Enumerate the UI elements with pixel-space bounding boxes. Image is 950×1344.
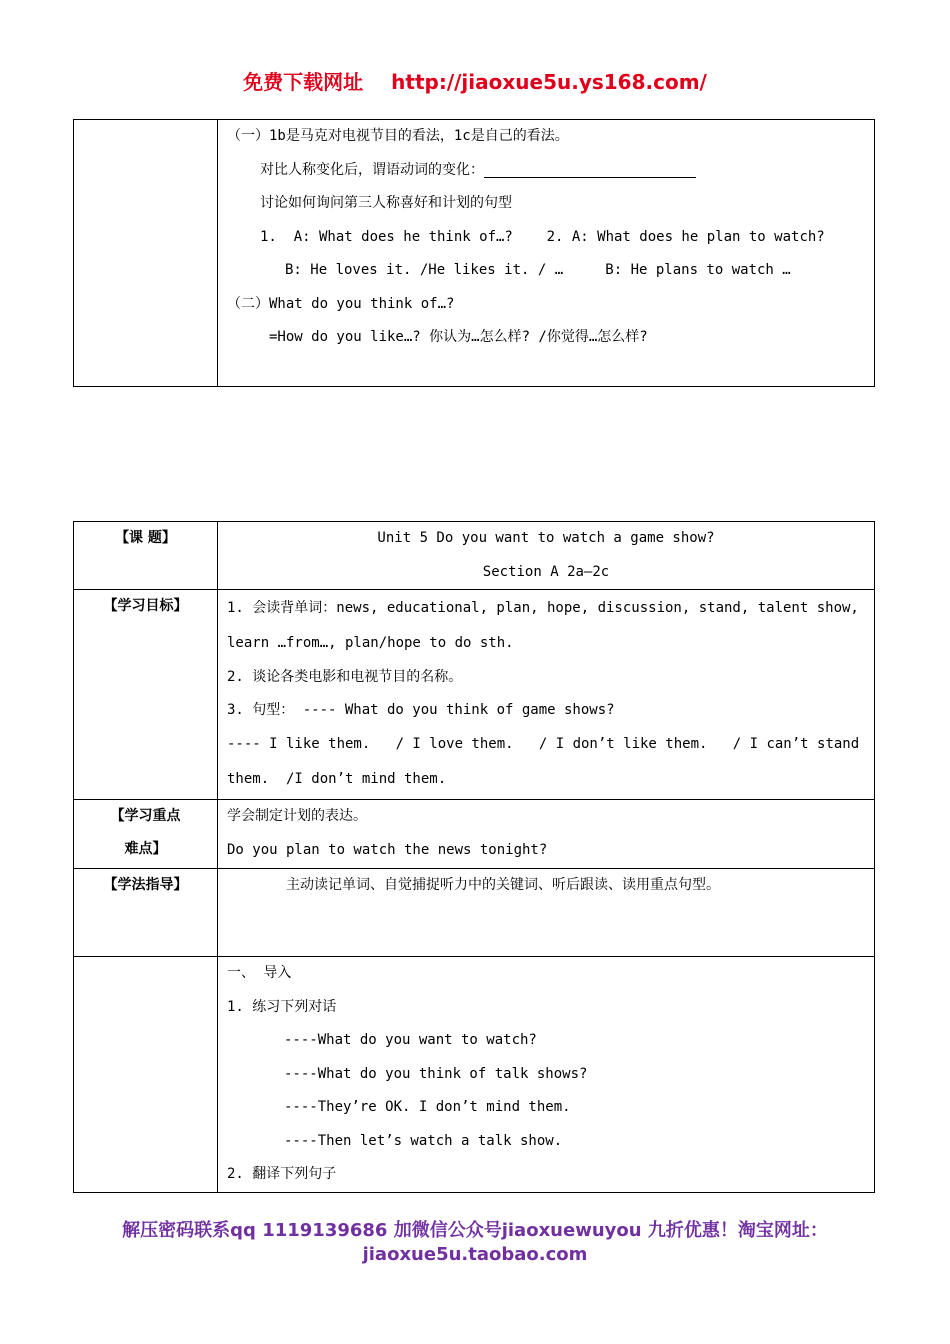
method-text: 主动读记单词、自觉捕捉听力中的关键词、听后跟读、读用重点句型。: [286, 877, 720, 893]
title-cell: [218, 522, 875, 590]
title-label: 【课 题】: [74, 522, 218, 590]
goal-line: 2. 谈论各类电影和电视节目的名称。: [227, 668, 463, 685]
goal-line: ---- I like them. / I love them. / I don’t like them. / I can’t stand: [227, 735, 860, 752]
goals-label: 【学习目标】: [74, 590, 218, 800]
dialogue-line: ----They’re OK. I don’t mind them.: [284, 1099, 571, 1115]
key-points-label: 【学习重点 难点】: [74, 800, 218, 869]
lead-in-line: 1. 练习下列对话: [227, 998, 337, 1015]
discussion-table: [73, 119, 875, 387]
table-row: [74, 522, 875, 590]
lesson-title: Unit 5 Do you want to watch a game show?: [377, 530, 715, 546]
blank-underline: [484, 162, 696, 178]
key-points-cell: [218, 800, 875, 869]
taobao-link[interactable]: jiaoxue5u.taobao.com: [362, 1244, 588, 1265]
discussion-content: [218, 120, 875, 387]
method-label: 【学法指导】: [74, 869, 218, 957]
text-line: （一）1b是马克对电视节目的看法，1c是自己的看法。: [227, 128, 569, 144]
goal-line: learn …from…, plan/hope to do sth.: [227, 635, 514, 651]
download-label: 免费下载网址: [243, 70, 364, 94]
key-point-line: 学会制定计划的表达。: [227, 808, 367, 824]
empty-label-cell: [74, 957, 218, 1193]
lesson-section: Section A 2a—2c: [482, 563, 610, 580]
text-line: 对比人称变化后，谓语动词的变化：: [227, 154, 874, 188]
text-line: B: He loves it. /He likes it. / … B: He plans to watch …: [285, 262, 791, 278]
text-line: 讨论如何询问第三人称喜好和计划的句型: [260, 195, 512, 211]
goal-line: them. /I don’t mind them.: [227, 771, 447, 787]
empty-label-cell: [74, 120, 218, 387]
promo-footer: [0, 1219, 950, 1267]
dialogue-line: ----Then let’s watch a talk show.: [284, 1132, 563, 1149]
text-line: 1. A: What does he think of…? 2. A: What does he plan to watch?: [260, 228, 825, 245]
goals-cell: [218, 590, 875, 800]
method-cell: [218, 869, 875, 957]
text-line: =How do you like…? 你认为…怎么样? /你觉得…怎么样?: [269, 329, 648, 345]
table-row: [74, 800, 875, 869]
text-line: （二）What do you think of…?: [227, 295, 455, 312]
lead-in-line: 一、 导入: [227, 965, 292, 981]
download-header: [0, 66, 950, 95]
dialogue-line: ----What do you think of talk shows?: [284, 1065, 588, 1082]
goal-line: 3. 句型： ---- What do you think of game shows?: [227, 702, 615, 718]
table-row: [74, 590, 875, 800]
table-row: [74, 957, 875, 1193]
promo-line: 解压密码联系qq 1119139686 加微信公众号jiaoxuewuyou 九折优惠！淘宝网址：: [122, 1220, 828, 1241]
key-point-line: Do you plan to watch the news tonight?: [227, 841, 548, 858]
lesson-plan-table: [73, 521, 875, 1193]
table-row: [74, 869, 875, 957]
lead-in-line: 2. 翻译下列句子: [227, 1166, 337, 1182]
goal-line: 1. 会读背单词：news, educational, plan, hope, discussion, stand, talent show,: [227, 600, 859, 616]
download-url-link[interactable]: http://jiaoxue5u.ys168.com/: [391, 70, 707, 94]
lead-in-cell: [218, 957, 875, 1193]
dialogue-line: ----What do you want to watch?: [284, 1032, 537, 1048]
